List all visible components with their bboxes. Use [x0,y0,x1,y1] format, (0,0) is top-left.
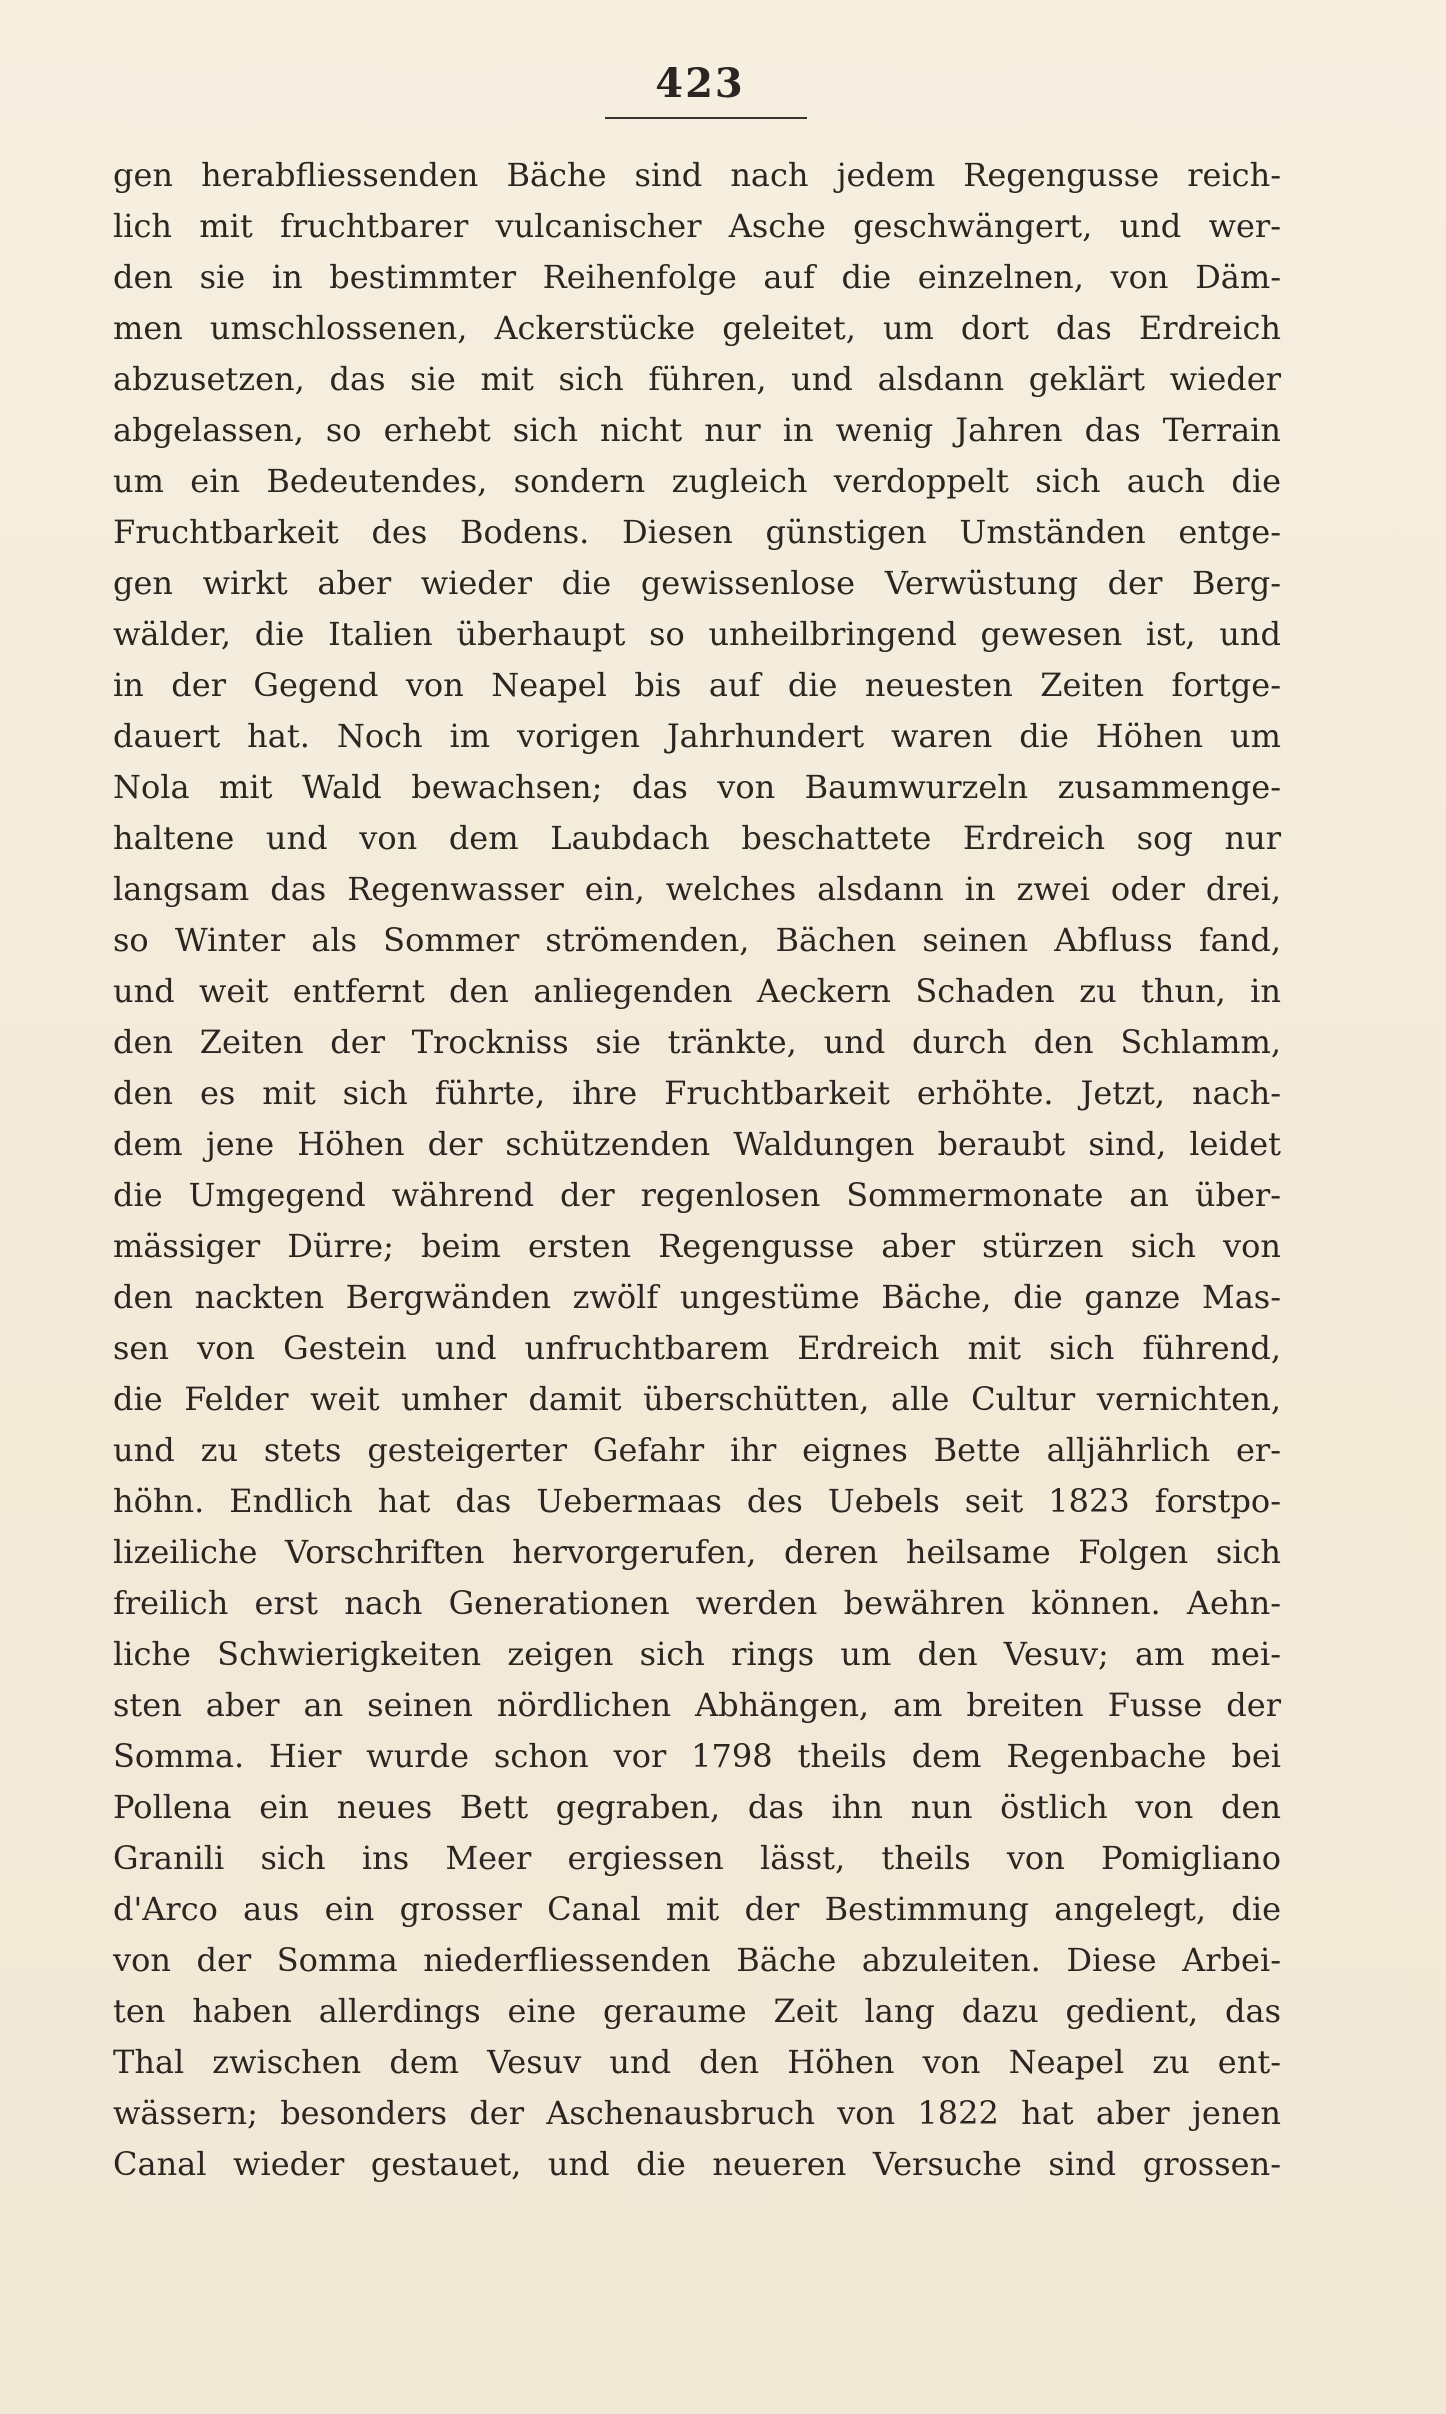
text-line: den Zeiten der Trockniss sie tränkte, und durch den Schlamm, [113,1023,1281,1061]
text-line: dauert hat. Noch im vorigen Jahrhundert waren die Höhen um [113,717,1281,755]
text-line: men umschlossenen, Ackerstücke geleitet, um dort das Erdreich [113,309,1281,347]
text-line: die Umgegend während der regenlosen Sommermonate an über- [113,1176,1281,1214]
text-line: die Felder weit umher damit überschütten, alle Cultur vernichten, [113,1380,1281,1418]
text-line: den nackten Bergwänden zwölf ungestüme Bäche, die ganze Mas- [113,1278,1281,1316]
text-line: gen wirkt aber wieder die gewissenlose Verwüstung der Berg- [113,564,1281,602]
text-line: lich mit fruchtbarer vulcanischer Asche geschwängert, und wer- [113,207,1281,245]
text-line: in der Gegend von Neapel bis auf die neuesten Zeiten fortge- [113,666,1281,704]
text-line: sten aber an seinen nördlichen Abhängen, am breiten Fusse der [113,1686,1281,1724]
text-line: dem jene Höhen der schützenden Waldungen beraubt sind, leidet [113,1125,1281,1163]
text-line: gen herabfliessenden Bäche sind nach jedem Regengusse reich- [113,156,1281,194]
text-line: ten haben allerdings eine geraume Zeit lang dazu gedient, das [113,1992,1281,2030]
text-line: Nola mit Wald bewachsen; das von Baumwurzeln zusammenge- [113,768,1281,806]
text-line: freilich erst nach Generationen werden bewähren können. Aehn- [113,1584,1281,1622]
text-line: langsam das Regenwasser ein, welches alsdann in zwei oder drei, [113,870,1281,908]
text-line: Thal zwischen dem Vesuv und den Höhen von Neapel zu ent- [113,2043,1281,2081]
text-line: Fruchtbarkeit des Bodens. Diesen günstigen Umständen entge- [113,513,1281,551]
text-line: lizeiliche Vorschriften hervorgerufen, deren heilsame Folgen sich [113,1533,1281,1571]
text-line: sen von Gestein und unfruchtbarem Erdreich mit sich führend, [113,1329,1281,1367]
text-line: wässern; besonders der Aschenausbruch von 1822 hat aber jenen [113,2094,1281,2132]
text-line: Granili sich ins Meer ergiessen lässt, theils von Pomigliano [113,1839,1281,1877]
text-line: den sie in bestimmter Reihenfolge auf die einzelnen, von Däm- [113,258,1281,296]
text-line: abzusetzen, das sie mit sich führen, und alsdann geklärt wieder [113,360,1281,398]
text-line: um ein Bedeutendes, sondern zugleich verdoppelt sich auch die [113,462,1281,500]
text-line: so Winter als Sommer strömenden, Bächen seinen Abfluss fand, [113,921,1281,959]
text-line: höhn. Endlich hat das Uebermaas des Uebels seit 1823 forstpo- [113,1482,1281,1520]
header-rule [605,117,807,119]
page-number: 423 [655,60,745,107]
text-line: Canal wieder gestauet, und die neueren Versuche sind grossen- [113,2145,1281,2183]
text-line: mässiger Dürre; beim ersten Regengusse aber stürzen sich von [113,1227,1281,1265]
text-line: Pollena ein neues Bett gegraben, das ihn nun östlich von den [113,1788,1281,1826]
body-text [113,150,1281,2190]
text-line: Somma. Hier wurde schon vor 1798 theils dem Regenbache bei [113,1737,1281,1775]
text-line: wälder, die Italien überhaupt so unheilbringend gewesen ist, und [113,615,1281,653]
text-line: von der Somma niederfliessenden Bäche abzuleiten. Diese Arbei- [113,1941,1281,1979]
text-line: und weit entfernt den anliegenden Aeckern Schaden zu thun, in [113,972,1281,1010]
text-line: haltene und von dem Laubdach beschattete Erdreich sog nur [113,819,1281,857]
text-line: d'Arco aus ein grosser Canal mit der Bestimmung angelegt, die [113,1890,1281,1928]
text-line: liche Schwierigkeiten zeigen sich rings um den Vesuv; am mei- [113,1635,1281,1673]
text-line: und zu stets gesteigerter Gefahr ihr eignes Bette alljährlich er- [113,1431,1281,1469]
text-line: abgelassen, so erhebt sich nicht nur in wenig Jahren das Terrain [113,411,1281,449]
text-line: den es mit sich führte, ihre Fruchtbarkeit erhöhte. Jetzt, nach- [113,1074,1281,1112]
